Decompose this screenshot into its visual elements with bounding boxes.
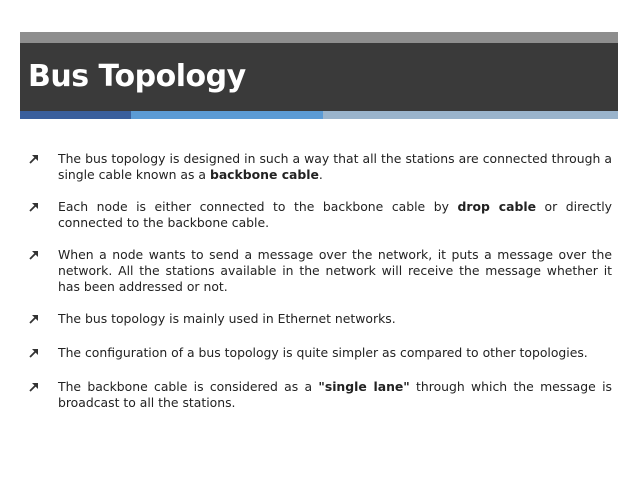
arrow-up-right-icon	[28, 153, 40, 165]
arrow-up-right-icon	[28, 201, 40, 213]
bullet-text-segment: or directly connected to the backbone cable.	[58, 199, 612, 230]
bullet-list	[28, 151, 612, 427]
bullet-text	[58, 247, 612, 294]
bullet-item	[28, 151, 612, 183]
arrow-up-right-icon	[28, 249, 40, 261]
slide-title: Bus Topology	[28, 59, 246, 94]
title-bar	[20, 43, 618, 111]
bullet-text	[58, 199, 612, 230]
bullet-text-segment: .	[318, 167, 323, 182]
bullet-text-segment: Each node is either connected to the backbone cable by	[58, 199, 458, 214]
bullet-item	[28, 311, 612, 327]
bullet-bold-term: "single lane"	[318, 379, 410, 394]
bullet-item	[28, 247, 612, 295]
bullet-item	[28, 379, 612, 411]
bullet-bold-term: backbone cable	[209, 167, 319, 182]
bullet-text	[58, 311, 396, 326]
title-accent-bar	[20, 111, 618, 119]
bullet-text-segment: The backbone cable is considered as a	[58, 379, 319, 394]
bullet-text-segment: When a node wants to send a message over the network, it puts a message over the network. All the stations available in the network will receive the message whether it has been addressed or not.	[58, 247, 612, 294]
bullet-text	[58, 379, 612, 410]
bullet-item	[28, 199, 612, 231]
bullet-item	[28, 345, 612, 361]
bullet-text-segment: The configuration of a bus topology is quite simpler as compared to other topologies.	[58, 345, 588, 360]
header-top-strip	[20, 32, 618, 43]
arrow-up-right-icon	[28, 313, 40, 325]
bullet-bold-term: drop cable	[457, 199, 536, 214]
bullet-text-segment: The bus topology is designed in such a way that all the stations are connected through a single cable known as a	[58, 151, 612, 182]
bullet-text-segment: through which the message is broadcast to all the stations.	[58, 379, 612, 410]
accent-segment-light	[323, 111, 618, 119]
arrow-up-right-icon	[28, 381, 40, 393]
bullet-text-segment: The bus topology is mainly used in Ethernet networks.	[58, 311, 396, 326]
arrow-up-right-icon	[28, 347, 40, 359]
accent-segment-mid	[131, 111, 323, 119]
bullet-text	[58, 151, 612, 182]
accent-segment-dark	[20, 111, 131, 119]
bullet-text	[58, 345, 588, 360]
